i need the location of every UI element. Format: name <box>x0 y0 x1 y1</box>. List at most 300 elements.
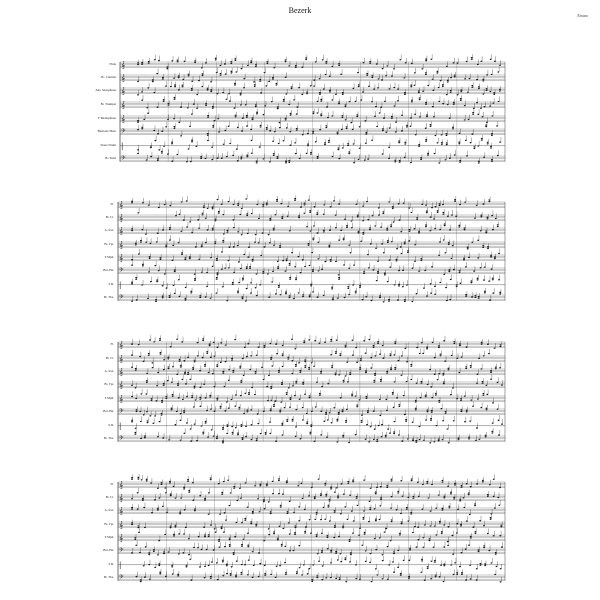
note-head <box>323 230 325 231</box>
note-head <box>488 281 490 282</box>
note-head <box>185 298 187 299</box>
note-head <box>363 273 365 274</box>
note-head <box>454 76 456 77</box>
note-head <box>252 577 254 578</box>
note-head <box>337 559 339 560</box>
note-head <box>247 65 249 66</box>
note-head <box>180 107 182 108</box>
note-head <box>237 432 239 433</box>
note-head <box>495 366 497 367</box>
note-head <box>336 441 338 442</box>
note-head <box>158 60 160 61</box>
note-head <box>243 375 245 376</box>
note-head <box>387 240 389 241</box>
note-head <box>241 564 243 565</box>
note-head <box>393 431 395 432</box>
note-head <box>431 412 433 413</box>
note-head <box>300 438 302 439</box>
note-head <box>439 229 441 230</box>
note-head <box>340 230 342 231</box>
note-head <box>485 124 487 125</box>
note-head <box>331 99 333 100</box>
note-head <box>295 277 297 278</box>
note-head <box>391 116 393 117</box>
note-head <box>246 266 248 267</box>
note-head <box>483 279 485 280</box>
note-head <box>304 361 306 362</box>
note-head <box>485 435 487 436</box>
note-head <box>368 521 370 522</box>
note-head <box>447 545 449 546</box>
note-head <box>385 528 387 529</box>
note-head <box>327 117 329 118</box>
note-head <box>351 227 353 228</box>
note-head <box>382 68 384 69</box>
note-head <box>453 497 455 498</box>
note-head <box>185 299 187 300</box>
note-head <box>299 399 301 400</box>
note-head <box>458 142 460 143</box>
note-head <box>473 148 475 149</box>
note-head <box>238 282 240 283</box>
note-head <box>435 393 437 394</box>
note-head <box>411 301 413 302</box>
note-head <box>493 92 495 93</box>
note-head <box>383 358 385 359</box>
note-head <box>487 143 489 144</box>
note-head <box>466 410 468 411</box>
note-head <box>394 369 396 370</box>
note-head <box>425 58 427 59</box>
note-head <box>385 132 387 133</box>
note-head <box>338 101 340 102</box>
note-head <box>193 547 195 548</box>
note-head <box>379 519 381 520</box>
note-head <box>250 62 252 63</box>
note-head <box>304 394 306 395</box>
note-head <box>440 565 442 566</box>
note-head <box>314 519 316 520</box>
note-head <box>454 74 456 75</box>
note-head <box>268 297 270 298</box>
note-head <box>163 99 165 100</box>
note-head <box>456 532 458 533</box>
note-head <box>418 232 420 233</box>
note-head <box>247 545 249 546</box>
note-head <box>237 231 239 232</box>
note-head <box>272 77 274 78</box>
note-head <box>338 63 340 64</box>
note-head <box>240 395 242 396</box>
note-head <box>393 221 395 222</box>
note-head <box>285 118 287 119</box>
note-head <box>269 161 271 162</box>
note-head <box>138 344 140 345</box>
note-head <box>466 483 468 484</box>
note-head <box>476 102 478 103</box>
note-head <box>371 581 373 582</box>
note-head <box>414 228 416 229</box>
note-head <box>373 439 375 440</box>
note-head <box>316 214 318 215</box>
note-head <box>442 213 444 214</box>
note-head <box>250 293 252 294</box>
note-head <box>427 411 429 412</box>
note-head <box>482 245 484 246</box>
instrument-label: B♭ Tpt. <box>104 521 114 526</box>
note-head <box>359 399 361 400</box>
instrument-label: Bar. Hn. <box>103 408 114 413</box>
note-head <box>362 517 364 518</box>
note-head <box>259 511 261 512</box>
note-head <box>345 119 347 120</box>
note-head <box>215 58 217 59</box>
note-head <box>264 565 266 566</box>
note-head <box>393 87 395 88</box>
note-head <box>359 126 361 127</box>
note-head <box>263 158 265 159</box>
note-head <box>442 509 444 510</box>
note-head <box>375 106 377 107</box>
note-head <box>221 251 223 252</box>
note-head <box>309 395 311 396</box>
note-head <box>450 90 452 91</box>
note-head <box>288 104 290 105</box>
note-head <box>388 564 390 565</box>
note-head <box>452 245 454 246</box>
note-head <box>416 293 418 294</box>
note-head <box>304 532 306 533</box>
note-head <box>417 527 419 528</box>
note-head <box>432 79 434 80</box>
note-head <box>375 518 377 519</box>
note-head <box>279 245 281 246</box>
note-head <box>171 566 173 567</box>
note-head <box>142 498 144 499</box>
clef-glyph: 𝄢 <box>119 547 124 556</box>
note-head <box>410 126 412 127</box>
note-head <box>182 399 184 400</box>
note-head <box>434 374 436 375</box>
note-head <box>384 274 386 275</box>
note-head <box>437 379 439 380</box>
note-head <box>257 413 259 414</box>
note-head <box>191 395 193 396</box>
note-head <box>235 116 237 117</box>
note-head <box>422 484 424 485</box>
note-head <box>222 442 224 443</box>
note-head <box>240 382 242 383</box>
note-head <box>448 442 450 443</box>
note-head <box>360 241 362 242</box>
note-head <box>499 89 501 90</box>
note-head <box>358 159 360 160</box>
note-head <box>356 497 358 498</box>
note-head <box>465 266 467 267</box>
note-head <box>448 244 450 245</box>
instrument-label: B♭ Cl. <box>105 494 114 499</box>
note-head <box>397 88 399 89</box>
clef-glyph: 𝄞 <box>119 227 124 236</box>
note-head <box>180 497 182 498</box>
note-head <box>477 257 479 258</box>
note-head <box>401 521 403 522</box>
note-head <box>214 120 216 121</box>
note-head <box>426 483 428 484</box>
note-head <box>302 498 304 499</box>
note-head <box>369 501 371 502</box>
note-head <box>273 229 275 230</box>
note-head <box>389 432 391 433</box>
note-head <box>288 387 290 388</box>
note-head <box>243 87 245 88</box>
note-head <box>369 507 371 508</box>
note-head <box>212 125 214 126</box>
note-head <box>287 513 289 514</box>
note-head <box>470 282 472 283</box>
note-head <box>269 433 271 434</box>
note-head <box>220 342 222 343</box>
note-head <box>275 441 277 442</box>
note-head <box>306 226 308 227</box>
note-head <box>239 488 241 489</box>
note-head <box>410 85 412 86</box>
note-head <box>391 519 393 520</box>
note-head <box>464 421 466 422</box>
note-head <box>380 107 382 108</box>
note-head <box>273 67 275 68</box>
note-head <box>281 218 283 219</box>
note-head <box>327 383 329 384</box>
note-head <box>342 94 344 95</box>
note-head <box>365 550 367 551</box>
note-head <box>313 85 315 86</box>
note-head <box>398 284 400 285</box>
note-head <box>488 199 490 200</box>
note-head <box>148 353 150 354</box>
score-title: Bezerk <box>288 6 312 15</box>
note-head <box>487 218 489 219</box>
note-head <box>140 581 142 582</box>
note-head <box>216 93 218 94</box>
note-head <box>279 411 281 412</box>
note-head <box>298 362 300 363</box>
note-head <box>469 514 471 515</box>
note-head <box>320 115 322 116</box>
note-head <box>320 519 322 520</box>
note-head <box>286 482 288 483</box>
note-head <box>295 67 297 68</box>
note-head <box>225 344 227 345</box>
note-head <box>149 579 151 580</box>
note-head <box>180 365 182 366</box>
instrument-label: A. Sax. <box>104 227 114 232</box>
note-head <box>283 101 285 102</box>
note-head <box>210 91 212 92</box>
note-head <box>460 400 462 401</box>
note-head <box>489 300 491 301</box>
note-head <box>311 487 313 488</box>
note-head <box>338 374 340 375</box>
note-head <box>225 74 227 75</box>
note-head <box>401 130 403 131</box>
note-head <box>295 436 297 437</box>
note-head <box>357 216 359 217</box>
note-head <box>463 507 465 508</box>
note-head <box>148 354 150 355</box>
note-head <box>136 409 138 410</box>
note-head <box>390 540 392 541</box>
note-head <box>148 552 150 553</box>
note-head <box>387 428 389 429</box>
note-head <box>216 258 218 259</box>
note-head <box>330 562 332 563</box>
note-head <box>301 574 303 575</box>
note-head <box>470 399 472 400</box>
note-head <box>228 201 230 202</box>
note-head <box>329 499 331 500</box>
note-head <box>317 242 319 243</box>
note-head <box>418 426 420 427</box>
note-head <box>275 293 277 294</box>
note-head <box>290 114 292 115</box>
note-head <box>154 265 156 266</box>
note-head <box>255 234 257 235</box>
note-head <box>406 508 408 509</box>
note-head <box>414 526 416 527</box>
note-head <box>427 384 429 385</box>
note-head <box>383 301 385 302</box>
note-head <box>470 142 472 143</box>
note-head <box>169 295 171 296</box>
note-head <box>377 343 379 344</box>
note-head <box>142 264 144 265</box>
note-head <box>258 552 260 553</box>
note-head <box>141 479 143 480</box>
note-head <box>394 105 396 106</box>
note-head <box>217 272 219 273</box>
note-head <box>135 368 137 369</box>
note-head <box>312 271 314 272</box>
note-head <box>482 383 484 384</box>
note-head <box>292 420 294 421</box>
note-head <box>173 486 175 487</box>
note-head <box>358 84 360 85</box>
note-head <box>368 441 370 442</box>
note-head <box>494 574 496 575</box>
note-head <box>432 342 434 343</box>
note-head <box>391 480 393 481</box>
note-head <box>299 158 301 159</box>
note-head <box>343 380 345 381</box>
note-head <box>433 116 435 117</box>
note-head <box>425 128 427 129</box>
note-head <box>210 89 212 90</box>
note-head <box>218 541 220 542</box>
note-head <box>241 68 243 69</box>
note-head <box>425 74 427 75</box>
note-head <box>350 554 352 555</box>
note-head <box>391 117 393 118</box>
note-head <box>273 533 275 534</box>
note-head <box>236 561 238 562</box>
note-head <box>167 380 169 381</box>
note-head <box>135 243 137 244</box>
note-head <box>490 146 492 147</box>
note-head <box>191 397 193 398</box>
note-head <box>396 260 398 261</box>
note-head <box>294 200 296 201</box>
note-head <box>459 500 461 501</box>
note-head <box>445 287 447 288</box>
note-head <box>241 234 243 235</box>
note-head <box>404 301 406 302</box>
note-head <box>348 244 350 245</box>
note-head <box>199 495 201 496</box>
note-head <box>489 106 491 107</box>
clef-glyph: 𝄞 <box>119 341 124 350</box>
note-head <box>500 568 502 569</box>
note-head <box>470 578 472 579</box>
note-head <box>259 146 261 147</box>
note-head <box>314 498 316 499</box>
note-head <box>222 561 224 562</box>
note-head <box>397 567 399 568</box>
note-head <box>322 59 324 60</box>
note-head <box>137 149 139 150</box>
note-head <box>420 397 422 398</box>
note-head <box>147 422 149 423</box>
note-head <box>429 540 431 541</box>
note-head <box>287 511 289 512</box>
note-head <box>246 156 248 157</box>
note-head <box>430 386 432 387</box>
note-head <box>478 549 480 550</box>
note-head <box>381 436 383 437</box>
note-head <box>398 142 400 143</box>
note-head <box>161 484 163 485</box>
note-head <box>404 157 406 158</box>
note-head <box>170 346 172 347</box>
note-head <box>325 494 327 495</box>
note-head <box>194 278 196 279</box>
note-head <box>435 394 437 395</box>
clef-glyph: 𝄢 <box>119 294 124 303</box>
clef-glyph: 𝄞 <box>119 254 124 263</box>
note-head <box>191 113 193 114</box>
note-head <box>454 199 456 200</box>
note-head <box>313 80 315 81</box>
note-head <box>344 297 346 298</box>
note-head <box>442 508 444 509</box>
note-head <box>135 277 137 278</box>
note-head <box>470 486 472 487</box>
note-head <box>268 534 270 535</box>
note-head <box>131 507 133 508</box>
note-head <box>438 162 440 163</box>
note-head <box>247 574 249 575</box>
note-head <box>151 512 153 513</box>
note-head <box>273 228 275 229</box>
note-head <box>450 394 452 395</box>
note-head <box>431 484 433 485</box>
note-head <box>180 366 182 367</box>
note-head <box>165 576 167 577</box>
note-head <box>366 398 368 399</box>
note-head <box>443 381 445 382</box>
note-head <box>467 92 469 93</box>
note-head <box>339 579 341 580</box>
